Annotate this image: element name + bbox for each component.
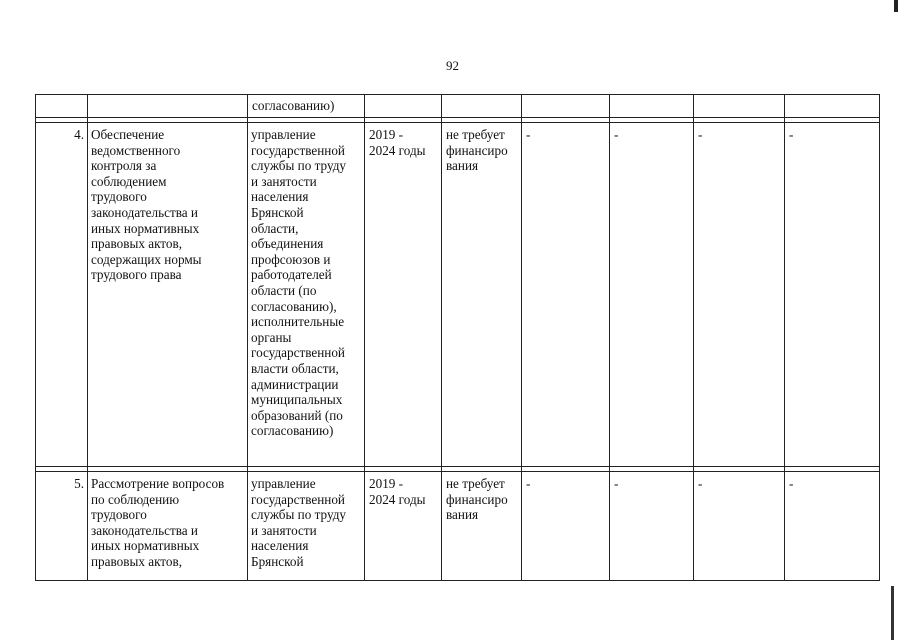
row-5-value-4: - [789, 476, 794, 491]
table-rule-col-4 [441, 94, 442, 581]
table-rule-row4-bottom [35, 471, 880, 472]
row-4-value-3: - [698, 127, 703, 142]
table-rule-col-9 [879, 94, 880, 581]
table-rule-col-7 [693, 94, 694, 581]
table-rule-col-5 [521, 94, 522, 581]
row-5-responsible: управление государственной службы по труду и занятости населения Брянской [251, 476, 347, 569]
scan-artifact-top [894, 0, 898, 12]
table-rule-col-1 [87, 94, 88, 581]
row-4-value-2: - [614, 127, 619, 142]
row-4-financing: не требует финансиро вания [446, 127, 508, 174]
row-4-value-1: - [526, 127, 531, 142]
row-4-value-4: - [789, 127, 794, 142]
row-5-number: 5. [74, 476, 84, 491]
row-5-value-2: - [614, 476, 619, 491]
row-4-activity: Обеспечение ведомственного контроля за соблюдением трудового законодательства и иных нормативных правовых актов, содержащих нормы трудового права [91, 127, 202, 283]
table-rule-row4-top [35, 466, 880, 467]
row-4-period: 2019 - 2024 годы [369, 127, 426, 158]
continued-row-responsible: согласованию) [252, 98, 335, 113]
table-rule-row3-top [35, 117, 880, 118]
page-number [446, 58, 459, 74]
table-rule-row3-bottom [35, 122, 880, 123]
row-5-activity: Рассмотрение вопросов по соблюдению трудового законодательства и иных нормативных правовых актов, [91, 476, 225, 569]
scan-artifact-right [891, 586, 894, 640]
table-rule-col-6 [609, 94, 610, 581]
table-rule-col-3 [364, 94, 365, 581]
row-5-financing: не требует финансиро вания [446, 476, 508, 523]
row-5-value-3: - [698, 476, 703, 491]
row-5-period: 2019 - 2024 годы [369, 476, 426, 507]
page-number-text: 92 [446, 58, 459, 73]
table-rule-top [35, 94, 880, 95]
row-5-value-1: - [526, 476, 531, 491]
table-rule-col-0 [35, 94, 36, 581]
table-rule-col-8 [784, 94, 785, 581]
table-rule-col-2 [247, 94, 248, 581]
row-4-responsible: управление государственной службы по труду и занятости населения Брянской области, объединения профсоюзов и работодателей области (по согласованию), исполнительные органы государственной власти области, администрации муниципальных образований (по согласованию) [251, 127, 347, 439]
table-rule-bottom [35, 580, 880, 581]
row-4-number: 4. [74, 127, 84, 142]
